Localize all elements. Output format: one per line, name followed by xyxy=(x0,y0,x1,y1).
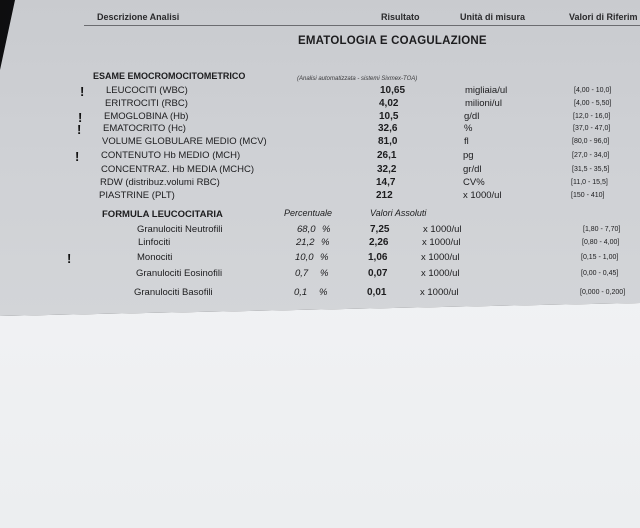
abnormal-flag: ! xyxy=(67,251,72,266)
exam-row-name: LEUCOCITI (WBC) xyxy=(106,85,188,96)
exam-row-value: 10,65 xyxy=(380,85,406,96)
exam-row-unit: pg xyxy=(463,150,474,161)
exam-row-reference: [4,00 - 10,0] xyxy=(574,87,612,94)
exam-row-name: CONCENTRAZ. Hb MEDIA (MCHC) xyxy=(101,164,255,175)
formula-row-percent-sign: % xyxy=(320,268,329,279)
exam-row-reference: [4,00 - 5,50] xyxy=(574,100,612,107)
formula-row-percent-sign: % xyxy=(320,252,329,263)
exam-row-unit: migliaia/ul xyxy=(465,85,508,96)
formula-row-name: Linfociti xyxy=(138,237,171,248)
exam-title: ESAME EMOCROMOCITOMETRICO xyxy=(93,71,246,81)
abnormal-flag: ! xyxy=(78,110,83,125)
exam-row-unit: % xyxy=(464,123,473,134)
exam-row-reference: [31,5 - 35,5] xyxy=(572,166,610,173)
exam-row-reference: [27,0 - 34,0] xyxy=(572,152,610,159)
formula-row-name: Granulociti Neutrofili xyxy=(137,224,223,235)
abnormal-flag: ! xyxy=(77,122,82,137)
formula-row-unit: x 1000/ul xyxy=(420,287,459,298)
exam-row-unit: x 1000/ul xyxy=(463,190,502,201)
header-description: Descrizione Analisi xyxy=(97,12,180,22)
formula-row-value: 0,07 xyxy=(368,268,388,279)
formula-row-reference: [0,000 - 0,200] xyxy=(580,289,626,296)
formula-row-value: 1,06 xyxy=(368,252,388,263)
exam-row-value: 32,6 xyxy=(378,123,398,134)
exam-row-name: EMOGLOBINA (Hb) xyxy=(104,111,189,122)
exam-row-name: PIASTRINE (PLT) xyxy=(99,190,175,201)
exam-row-unit: CV% xyxy=(463,177,485,188)
formula-row-unit: x 1000/ul xyxy=(421,252,460,263)
exam-row-value: 212 xyxy=(376,190,393,201)
formula-row-name: Granulociti Eosinofili xyxy=(136,268,223,279)
formula-row-reference: [0,80 - 4,00] xyxy=(582,239,620,246)
formula-header-percent: Percentuale xyxy=(284,208,333,218)
exam-note: (Analisi automatizzata - sistemi Sixmex-TOA) xyxy=(297,76,418,82)
formula-row-reference: [0,00 - 0,45] xyxy=(581,270,619,277)
formula-row-unit: x 1000/ul xyxy=(421,268,460,279)
formula-row-reference: [0,15 - 1,00] xyxy=(581,254,619,261)
formula-row-name: Granulociti Basofili xyxy=(134,287,213,298)
exam-row-value: 4,02 xyxy=(379,98,399,109)
exam-row-name: RDW (distribuz.volumi RBC) xyxy=(100,177,220,188)
formula-row-value: 2,26 xyxy=(369,237,389,248)
exam-row-reference: [11,0 - 15,5] xyxy=(571,179,608,186)
exam-row-name: ERITROCITI (RBC) xyxy=(105,98,188,109)
exam-row-unit: milioni/ul xyxy=(465,98,502,109)
formula-row-percent-sign: % xyxy=(319,287,328,298)
abnormal-flag: ! xyxy=(80,84,85,99)
header-unit: Unità di misura xyxy=(460,12,526,22)
formula-row-name: Monociti xyxy=(137,252,173,263)
formula-row-percent-sign: % xyxy=(322,224,331,235)
section-title: EMATOLOGIA E COAGULAZIONE xyxy=(298,35,487,47)
formula-row-percent: 0,7 xyxy=(295,268,309,279)
exam-row-value: 10,5 xyxy=(379,111,399,122)
exam-row-unit: g/dl xyxy=(464,111,480,122)
formula-row-unit: x 1000/ul xyxy=(422,237,461,248)
exam-row-name: VOLUME GLOBULARE MEDIO (MCV) xyxy=(102,136,267,147)
header-reference: Valori di Riferim xyxy=(569,12,638,22)
formula-row-percent-sign: % xyxy=(321,237,330,248)
formula-row-percent: 10,0 xyxy=(295,252,314,263)
formula-header-absolute: Valori Assoluti xyxy=(370,208,427,218)
formula-row-value: 7,25 xyxy=(370,224,390,235)
exam-row-name: CONTENUTO Hb MEDIO (MCH) xyxy=(101,150,241,161)
formula-row-percent: 68,0 xyxy=(297,224,316,235)
exam-row-reference: [150 - 410] xyxy=(571,192,605,199)
formula-row-percent: 21,2 xyxy=(296,237,315,248)
exam-row-reference: [80,0 - 96,0] xyxy=(572,138,610,145)
exam-row-reference: [37,0 - 47,0] xyxy=(573,125,611,132)
exam-row-value: 14,7 xyxy=(376,177,396,188)
exam-row-unit: gr/dl xyxy=(463,164,482,175)
exam-row-value: 32,2 xyxy=(377,164,397,175)
header-divider xyxy=(84,25,640,26)
formula-row-reference: [1,80 - 7,70] xyxy=(583,226,621,233)
abnormal-flag: ! xyxy=(75,149,80,164)
formula-row-unit: x 1000/ul xyxy=(423,224,462,235)
exam-row-value: 26,1 xyxy=(377,150,397,161)
exam-row-value: 81,0 xyxy=(378,136,398,147)
formula-title: FORMULA LEUCOCITARIA xyxy=(102,209,223,220)
exam-row-name: EMATOCRITO (Hc) xyxy=(103,123,186,134)
exam-row-reference: [12,0 - 16,0] xyxy=(573,113,611,120)
exam-row-unit: fl xyxy=(464,136,469,147)
formula-row-value: 0,01 xyxy=(367,287,387,298)
header-result: Risultato xyxy=(381,12,420,22)
formula-row-percent: 0,1 xyxy=(294,287,308,298)
